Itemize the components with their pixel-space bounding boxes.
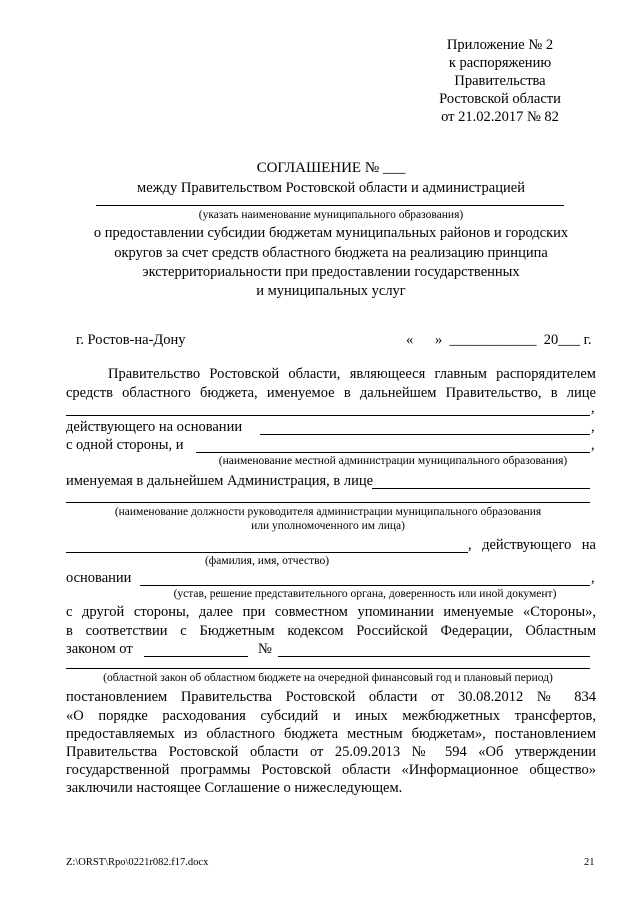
acting-basis-label: действующего на основании [66,419,243,435]
paragraph-line: заключили настоящее Соглашение о нижеследующем. [66,780,403,796]
municipality-blank [96,205,564,206]
hint-basis: (устав, решение представительного органа, доверенность или иной документ) [173,588,557,600]
paragraph-line: Правительства Ростовской области от 25.09.2013 № 594 «Об утверждении [66,744,596,760]
paragraph-line: постановлением Правительства Ростовской области от 30.08.2012 № 834 [66,689,596,705]
acting-label: , действующего на [468,537,596,553]
comma: , [591,437,595,453]
city: г. Ростов-на-Дону [76,332,186,348]
comma: , [591,419,595,435]
hint-municipality: (указать наименование муниципального образования) [198,209,464,221]
law-name-blank [66,668,590,669]
position-blank [66,502,590,503]
purpose-line: экстерриториальности при предоставлении государственных [142,264,520,280]
hint-law: (областной закон об областном бюджете на очередной финансовый год и плановый период) [103,672,553,684]
purpose-line: и муниципальных услуг [256,283,406,299]
law-number-label: № [258,641,272,657]
law-from-label: законом от [66,641,133,657]
agreement-subtitle: между Правительством Ростовской области и администрацией [137,180,525,196]
admin-name-blank [196,452,590,453]
appendix-line: к распоряжению [448,55,552,71]
file-path: Z:\ORST\Rpo\0221r082.f17.docx [66,857,209,868]
paragraph-line: средств областного бюджета, именуемое в дальнейшем Правительство, в лице [66,385,596,401]
representative-blank [66,415,590,416]
law-number-blank [278,656,590,657]
paragraph-line: предоставляемых из областного бюджета местным бюджетам», постановлением [66,726,596,742]
admin-person-blank [372,488,590,489]
basis-document-blank [140,585,590,586]
paragraph-line: государственной программы Ростовской области «Информационное общество» [66,762,596,778]
comma: , [591,400,595,416]
basis-blank [260,434,590,435]
hereinafter-admin: именуемая в дальнейшем Администрация, в лице [66,473,374,489]
basis-label: основании [66,570,132,586]
hint-admin-name: (наименование местной администрации муниципального образования) [218,455,568,467]
hint-fio: (фамилия, имя, отчество) [204,555,330,567]
hint-position: (наименование должности руководителя администрации муниципального образования [114,506,542,518]
paragraph-line: с другой стороны, далее при совместном упоминании именуемые «Стороны», [66,604,596,620]
one-side-label: с одной стороны, и [66,437,184,453]
purpose-line: округов за счет средств областного бюджета на реализацию принципа [114,245,548,261]
page-number: 21 [584,857,595,868]
appendix-block [400,36,600,126]
appendix-line: Ростовской области [439,91,561,107]
law-date-blank [144,656,248,657]
paragraph-line: в соответствии с Бюджетным кодексом Российской Федерации, Областным [66,623,596,639]
comma: , [591,570,595,586]
fio-blank [66,552,468,553]
paragraph-line: «О порядке расходования субсидий и иных межбюджетных трансфертов, [66,708,596,724]
agreement-title: СОГЛАШЕНИЕ № ___ [256,160,406,176]
appendix-line: Приложение № 2 [446,37,554,53]
hint-position: или уполномоченного им лица) [251,520,405,532]
appendix-line: Правительства [454,73,546,89]
agreement-date: « » ____________ 20___ г. [406,332,592,348]
purpose-line: о предоставлении субсидии бюджетам муниципальных районов и городских [93,225,569,241]
appendix-line: от 21.02.2017 № 82 [441,109,559,125]
paragraph-line: Правительство Ростовской области, являющееся главным распорядителем [108,366,596,382]
